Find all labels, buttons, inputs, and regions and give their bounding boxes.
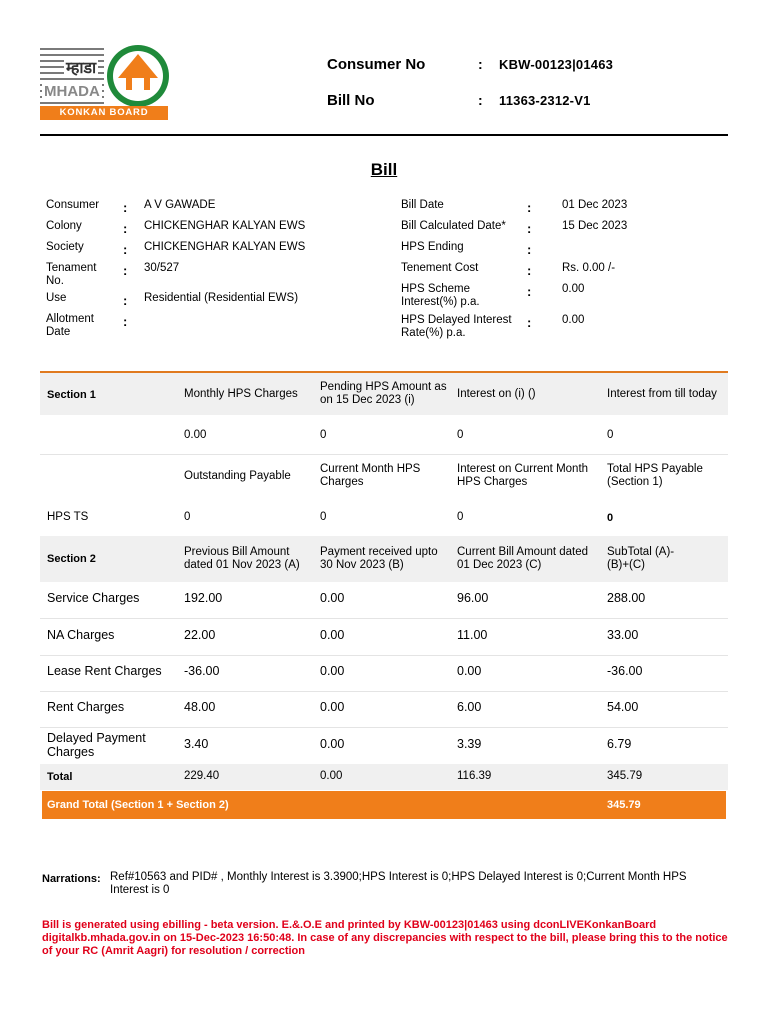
table-cell: 48.00 <box>184 700 216 714</box>
grand-total-label: Grand Total (Section 1 + Section 2) <box>47 799 229 811</box>
table-cell: 0 <box>320 511 327 523</box>
colon: : <box>527 315 532 330</box>
table-cell: 3.40 <box>184 737 209 751</box>
colon: : <box>478 92 483 108</box>
info-label: HPS Ending <box>401 241 464 253</box>
narrations-text: Ref#10563 and PID# , Monthly Interest is 3.3900;HPS Interest is 0;HPS Delayed Interest is 0;Current Month HPS Interest is 0 <box>110 871 687 896</box>
section1-label: Section 1 <box>47 389 96 401</box>
footer-disclaimer: Bill is generated using ebilling - beta version. E.&.O.E and printed by KBW-00123|01463 using dconLIVEKonkanBoard digitalkb.mhada.gov.in on 15-Dec-2023 16:50:48. In case of any discrepancies with respect to the bill, please bring this to the notice of your RC (Amrit Aagri) for resolution / correction <box>42 919 728 957</box>
colon: : <box>527 263 532 278</box>
column-header: Interest on Current Month HPS Charges <box>457 463 589 488</box>
row-divider <box>40 454 728 455</box>
info-label: Society <box>46 241 84 253</box>
section2-label: Section 2 <box>47 553 96 565</box>
colon: : <box>123 242 128 257</box>
logo-marathi-text: म्हाडा <box>66 60 97 77</box>
hps-ts-label: HPS TS <box>47 511 89 523</box>
bill-no-value: 11363-2312-V1 <box>499 93 591 108</box>
info-label: Colony <box>46 220 82 232</box>
table-cell: 96.00 <box>457 591 489 605</box>
page-title: Bill <box>370 160 398 179</box>
table-cell: 22.00 <box>184 628 216 642</box>
table-cell: 0.00 <box>320 737 345 751</box>
consumer-no-value: KBW-00123|01463 <box>499 57 614 72</box>
table-cell: 3.39 <box>457 737 482 751</box>
column-header: SubTotal (A)-(B)+(C) <box>607 546 675 571</box>
column-header: Payment received upto 30 Nov 2023 (B) <box>320 546 438 571</box>
info-label: Consumer <box>46 199 100 211</box>
column-header: Current Month HPS Charges <box>320 463 421 488</box>
info-label: Tenament No. <box>46 262 97 287</box>
table-cell: 6.79 <box>607 737 632 751</box>
colon: : <box>527 221 532 236</box>
info-label: Use <box>46 292 67 304</box>
info-value: CHICKENGHAR KALYAN EWS <box>144 220 306 232</box>
table-cell: 0 <box>607 512 614 524</box>
header-divider <box>40 134 728 136</box>
column-header: Interest on (i) () <box>457 388 536 400</box>
column-header: Monthly HPS Charges <box>184 388 298 400</box>
column-header: Total HPS Payable (Section 1) <box>607 463 703 488</box>
table-cell: 0.00 <box>320 628 345 642</box>
column-header: Previous Bill Amount dated 01 Nov 2023 (A) <box>184 546 300 571</box>
colon: : <box>527 284 532 299</box>
table-cell: -36.00 <box>184 664 220 678</box>
info-value: Residential (Residential EWS) <box>144 292 299 304</box>
column-header: Outstanding Payable <box>184 470 291 482</box>
table-cell: 33.00 <box>607 628 639 642</box>
row-divider <box>40 655 728 656</box>
info-label: HPS Scheme Interest(%) p.a. <box>401 283 480 308</box>
row-label: Delayed Payment Charges <box>47 731 146 759</box>
bill-no-label: Bill No <box>327 92 375 109</box>
table-cell: 0.00 <box>320 591 345 605</box>
table-cell: 0 <box>607 429 614 441</box>
info-value: CHICKENGHAR KALYAN EWS <box>144 241 306 253</box>
row-label: Rent Charges <box>47 700 125 714</box>
info-value: Rs. 0.00 /- <box>562 262 616 274</box>
table-cell: 54.00 <box>607 700 639 714</box>
row-divider <box>40 618 728 619</box>
colon: : <box>123 200 128 215</box>
table-cell: 288.00 <box>607 591 646 605</box>
table-cell: 192.00 <box>184 591 223 605</box>
table-cell: 0 <box>457 429 464 441</box>
info-label: Bill Date <box>401 199 444 211</box>
info-value: A V GAWADE <box>144 199 216 211</box>
logo-latin-text: MHADA <box>44 83 100 100</box>
info-label: Bill Calculated Date* <box>401 220 506 232</box>
colon: : <box>123 293 128 308</box>
table-cell: 0.00 <box>320 700 345 714</box>
info-label: Allotment Date <box>46 313 94 338</box>
table-cell: 11.00 <box>457 628 488 642</box>
column-header: Current Bill Amount dated 01 Dec 2023 (C) <box>457 546 589 571</box>
info-value: 01 Dec 2023 <box>562 199 628 211</box>
info-label: HPS Delayed Interest Rate(%) p.a. <box>401 314 512 339</box>
table-cell: 229.40 <box>184 770 220 782</box>
table-cell: 0.00 <box>184 429 207 441</box>
info-value: 30/527 <box>144 262 180 274</box>
column-header: Interest from till today <box>607 388 717 400</box>
consumer-no-label: Consumer No <box>327 56 426 73</box>
row-divider <box>40 727 728 728</box>
row-label: Service Charges <box>47 591 140 605</box>
grand-total-value: 345.79 <box>607 799 641 811</box>
total-label: Total <box>47 771 73 783</box>
table-cell: 0.00 <box>457 664 482 678</box>
table-cell: 345.79 <box>607 770 643 782</box>
info-value: 15 Dec 2023 <box>562 220 628 232</box>
table-cell: 116.39 <box>457 770 492 782</box>
info-label: Tenement Cost <box>401 262 479 274</box>
info-value: 0.00 <box>562 283 585 295</box>
table-cell: 0 <box>320 429 327 441</box>
colon: : <box>478 56 483 72</box>
colon: : <box>123 314 128 329</box>
table-cell: 0 <box>184 511 191 523</box>
logo-board-text: KONKAN BOARD <box>59 107 149 118</box>
column-header: Pending HPS Amount as on 15 Dec 2023 (i) <box>320 381 447 406</box>
table-cell: 6.00 <box>457 700 482 714</box>
table-cell: 0.00 <box>320 664 345 678</box>
table-cell: 0 <box>457 511 464 523</box>
colon: : <box>123 221 128 236</box>
table-cell: 0.00 <box>320 770 343 782</box>
colon: : <box>123 263 128 278</box>
narrations-label: Narrations: <box>42 873 101 885</box>
row-label: Lease Rent Charges <box>47 664 162 678</box>
table-cell: -36.00 <box>607 664 643 678</box>
mhada-logo <box>40 44 170 120</box>
info-value: 0.00 <box>562 314 585 326</box>
row-label: NA Charges <box>47 628 115 642</box>
row-divider <box>40 691 728 692</box>
colon: : <box>527 242 532 257</box>
colon: : <box>527 200 532 215</box>
